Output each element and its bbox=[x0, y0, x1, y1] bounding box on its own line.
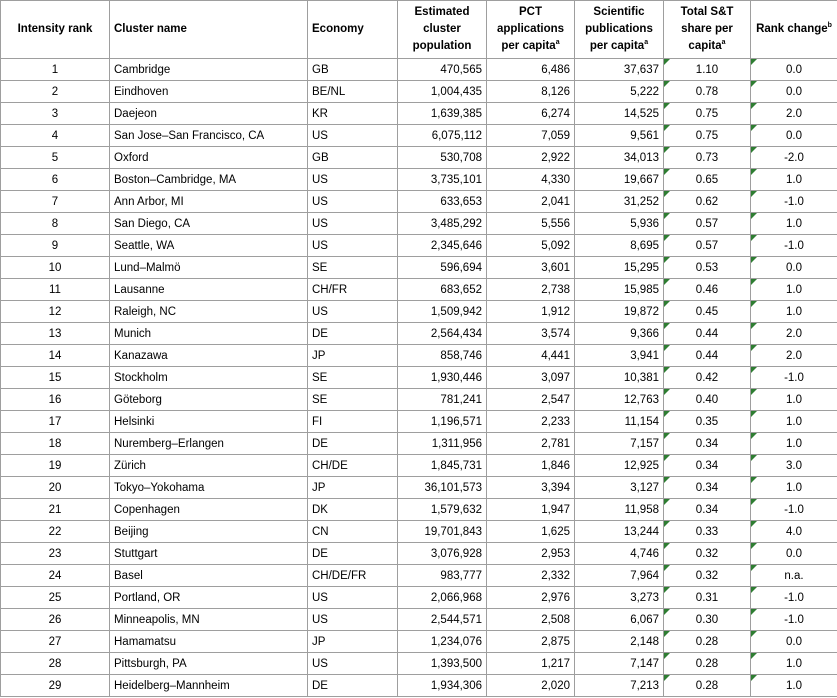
cell-rank: 26 bbox=[1, 609, 110, 631]
cell-publications: 3,941 bbox=[575, 345, 664, 367]
cell-population: 36,101,573 bbox=[398, 477, 487, 499]
cell-st-share: 0.44 bbox=[664, 345, 751, 367]
cell-pct: 1,912 bbox=[487, 301, 575, 323]
cell-economy: FI bbox=[308, 411, 398, 433]
cell-rank-change: 1.0 bbox=[751, 279, 837, 301]
cell-publications: 7,213 bbox=[575, 675, 664, 697]
cell-cluster-name: Ann Arbor, MI bbox=[110, 191, 308, 213]
cell-cluster-name: Munich bbox=[110, 323, 308, 345]
cell-rank: 4 bbox=[1, 125, 110, 147]
table-row bbox=[1, 477, 837, 499]
cell-rank-change: 1.0 bbox=[751, 675, 837, 697]
cell-economy: US bbox=[308, 609, 398, 631]
cell-population: 683,652 bbox=[398, 279, 487, 301]
table-row bbox=[1, 609, 837, 631]
table-row bbox=[1, 213, 837, 235]
header-line: capita bbox=[688, 40, 722, 52]
table-row bbox=[1, 235, 837, 257]
cell-publications: 13,244 bbox=[575, 521, 664, 543]
cell-rank-change: 2.0 bbox=[751, 103, 837, 125]
cell-economy: JP bbox=[308, 345, 398, 367]
cell-economy: GB bbox=[308, 59, 398, 81]
cell-economy: DE bbox=[308, 543, 398, 565]
cell-cluster-name: Oxford bbox=[110, 147, 308, 169]
table-row bbox=[1, 543, 837, 565]
cell-economy: US bbox=[308, 191, 398, 213]
header-line: Estimated bbox=[414, 6, 470, 18]
cell-st-share: 0.75 bbox=[664, 103, 751, 125]
table-row bbox=[1, 125, 837, 147]
col-header-rank: Intensity rank bbox=[1, 1, 110, 59]
cell-cluster-name: Tokyo–Yokohama bbox=[110, 477, 308, 499]
cell-st-share: 0.34 bbox=[664, 499, 751, 521]
cell-population: 633,653 bbox=[398, 191, 487, 213]
cell-cluster-name: Beijing bbox=[110, 521, 308, 543]
cell-rank: 5 bbox=[1, 147, 110, 169]
table-row bbox=[1, 103, 837, 125]
cell-cluster-name: Kanazawa bbox=[110, 345, 308, 367]
header-line: Scientific bbox=[593, 6, 645, 18]
cell-publications: 4,746 bbox=[575, 543, 664, 565]
header-line: per capita bbox=[589, 40, 645, 52]
cell-economy: CN bbox=[308, 521, 398, 543]
cell-rank-change: 2.0 bbox=[751, 345, 837, 367]
cell-pct: 1,625 bbox=[487, 521, 575, 543]
cell-rank: 27 bbox=[1, 631, 110, 653]
cell-rank: 20 bbox=[1, 477, 110, 499]
cell-cluster-name: Stockholm bbox=[110, 367, 308, 389]
cell-population: 1,930,446 bbox=[398, 367, 487, 389]
table-row bbox=[1, 499, 837, 521]
cell-pct: 6,486 bbox=[487, 59, 575, 81]
cell-rank-change: 1.0 bbox=[751, 653, 837, 675]
col-header-name: Cluster name bbox=[110, 1, 308, 59]
cell-rank: 2 bbox=[1, 81, 110, 103]
cell-population: 1,311,956 bbox=[398, 433, 487, 455]
cell-pct: 1,846 bbox=[487, 455, 575, 477]
table-row bbox=[1, 191, 837, 213]
cell-pct: 2,875 bbox=[487, 631, 575, 653]
cell-publications: 34,013 bbox=[575, 147, 664, 169]
cell-publications: 12,763 bbox=[575, 389, 664, 411]
cell-cluster-name: Cambridge bbox=[110, 59, 308, 81]
cell-cluster-name: Hamamatsu bbox=[110, 631, 308, 653]
cell-rank: 7 bbox=[1, 191, 110, 213]
cell-population: 2,066,968 bbox=[398, 587, 487, 609]
cell-st-share: 0.57 bbox=[664, 213, 751, 235]
cell-rank-change: 0.0 bbox=[751, 125, 837, 147]
cell-publications: 3,127 bbox=[575, 477, 664, 499]
header-line: publications bbox=[585, 23, 653, 35]
col-header-pct bbox=[487, 1, 575, 59]
cell-rank: 23 bbox=[1, 543, 110, 565]
cell-cluster-name: Göteborg bbox=[110, 389, 308, 411]
cell-rank: 11 bbox=[1, 279, 110, 301]
col-header-st-share bbox=[664, 1, 751, 59]
cell-publications: 7,964 bbox=[575, 565, 664, 587]
cell-population: 2,544,571 bbox=[398, 609, 487, 631]
cell-economy: DE bbox=[308, 433, 398, 455]
cell-economy: US bbox=[308, 653, 398, 675]
cell-publications: 10,381 bbox=[575, 367, 664, 389]
cell-pct: 2,233 bbox=[487, 411, 575, 433]
cell-economy: GB bbox=[308, 147, 398, 169]
cell-st-share: 0.28 bbox=[664, 675, 751, 697]
table-row bbox=[1, 587, 837, 609]
cell-population: 6,075,112 bbox=[398, 125, 487, 147]
cell-pct: 1,217 bbox=[487, 653, 575, 675]
cell-rank: 8 bbox=[1, 213, 110, 235]
cell-pct: 5,556 bbox=[487, 213, 575, 235]
cell-pct: 5,092 bbox=[487, 235, 575, 257]
cell-population: 2,564,434 bbox=[398, 323, 487, 345]
cell-publications: 31,252 bbox=[575, 191, 664, 213]
table-header bbox=[1, 1, 837, 59]
table-row bbox=[1, 433, 837, 455]
cell-cluster-name: San Jose–San Francisco, CA bbox=[110, 125, 308, 147]
cell-st-share: 0.42 bbox=[664, 367, 751, 389]
cell-economy: CH/DE/FR bbox=[308, 565, 398, 587]
cell-publications: 3,273 bbox=[575, 587, 664, 609]
cell-cluster-name: Lund–Malmö bbox=[110, 257, 308, 279]
cell-economy: CH/FR bbox=[308, 279, 398, 301]
header-line: Total S&T bbox=[680, 6, 734, 18]
header-line: applications bbox=[496, 23, 565, 35]
cell-rank-change: -1.0 bbox=[751, 499, 837, 521]
cell-population: 1,509,942 bbox=[398, 301, 487, 323]
cell-rank: 14 bbox=[1, 345, 110, 367]
cell-pct: 2,781 bbox=[487, 433, 575, 455]
cell-st-share: 0.53 bbox=[664, 257, 751, 279]
col-header-rank-change bbox=[751, 1, 837, 59]
cell-rank: 19 bbox=[1, 455, 110, 477]
cell-cluster-name: Copenhagen bbox=[110, 499, 308, 521]
cell-rank-change: 1.0 bbox=[751, 433, 837, 455]
cell-publications: 8,695 bbox=[575, 235, 664, 257]
table-row bbox=[1, 565, 837, 587]
cell-pct: 3,394 bbox=[487, 477, 575, 499]
cell-economy: US bbox=[308, 125, 398, 147]
cell-economy: SE bbox=[308, 257, 398, 279]
cell-rank-change: 0.0 bbox=[751, 59, 837, 81]
cell-st-share: 0.78 bbox=[664, 81, 751, 103]
table-row bbox=[1, 521, 837, 543]
cell-cluster-name: Seattle, WA bbox=[110, 235, 308, 257]
cell-cluster-name: Heidelberg–Mannheim bbox=[110, 675, 308, 697]
table-row bbox=[1, 81, 837, 103]
cell-st-share: 0.28 bbox=[664, 653, 751, 675]
cell-st-share: 0.34 bbox=[664, 477, 751, 499]
header-line: Rank change bbox=[756, 23, 828, 35]
cell-population: 1,845,731 bbox=[398, 455, 487, 477]
cell-cluster-name: San Diego, CA bbox=[110, 213, 308, 235]
cell-population: 983,777 bbox=[398, 565, 487, 587]
cell-pct: 2,547 bbox=[487, 389, 575, 411]
cell-publications: 19,872 bbox=[575, 301, 664, 323]
cell-population: 470,565 bbox=[398, 59, 487, 81]
cell-pct: 2,332 bbox=[487, 565, 575, 587]
cell-st-share: 0.62 bbox=[664, 191, 751, 213]
cell-pct: 2,041 bbox=[487, 191, 575, 213]
table-row bbox=[1, 147, 837, 169]
cell-rank: 12 bbox=[1, 301, 110, 323]
cell-cluster-name: Basel bbox=[110, 565, 308, 587]
cell-rank: 1 bbox=[1, 59, 110, 81]
cell-rank-change: 1.0 bbox=[751, 213, 837, 235]
cell-st-share: 0.45 bbox=[664, 301, 751, 323]
cell-economy: US bbox=[308, 235, 398, 257]
cell-economy: SE bbox=[308, 389, 398, 411]
cell-economy: US bbox=[308, 587, 398, 609]
cell-rank-change: -1.0 bbox=[751, 609, 837, 631]
cell-cluster-name: Daejeon bbox=[110, 103, 308, 125]
cell-st-share: 0.32 bbox=[664, 543, 751, 565]
cell-publications: 37,637 bbox=[575, 59, 664, 81]
cell-economy: KR bbox=[308, 103, 398, 125]
cell-pct: 4,441 bbox=[487, 345, 575, 367]
cell-publications: 6,067 bbox=[575, 609, 664, 631]
cell-publications: 9,561 bbox=[575, 125, 664, 147]
cell-rank-change: 2.0 bbox=[751, 323, 837, 345]
cell-economy: US bbox=[308, 301, 398, 323]
cell-pct: 1,947 bbox=[487, 499, 575, 521]
cell-st-share: 0.34 bbox=[664, 433, 751, 455]
cell-st-share: 0.65 bbox=[664, 169, 751, 191]
cell-rank-change: -1.0 bbox=[751, 191, 837, 213]
cell-st-share: 0.73 bbox=[664, 147, 751, 169]
cell-publications: 12,925 bbox=[575, 455, 664, 477]
cell-rank-change: 1.0 bbox=[751, 477, 837, 499]
cell-pct: 2,738 bbox=[487, 279, 575, 301]
cell-rank-change: 0.0 bbox=[751, 81, 837, 103]
cell-rank: 22 bbox=[1, 521, 110, 543]
cell-pct: 2,953 bbox=[487, 543, 575, 565]
cell-st-share: 0.34 bbox=[664, 455, 751, 477]
cell-st-share: 0.44 bbox=[664, 323, 751, 345]
cell-rank: 24 bbox=[1, 565, 110, 587]
cell-economy: SE bbox=[308, 367, 398, 389]
cell-cluster-name: Raleigh, NC bbox=[110, 301, 308, 323]
cell-rank: 10 bbox=[1, 257, 110, 279]
cell-rank: 21 bbox=[1, 499, 110, 521]
cell-population: 19,701,843 bbox=[398, 521, 487, 543]
cell-rank-change: 1.0 bbox=[751, 389, 837, 411]
table-row bbox=[1, 345, 837, 367]
cell-publications: 7,157 bbox=[575, 433, 664, 455]
cell-economy: DE bbox=[308, 323, 398, 345]
cell-publications: 15,985 bbox=[575, 279, 664, 301]
header-line: PCT bbox=[519, 6, 542, 18]
cell-publications: 7,147 bbox=[575, 653, 664, 675]
cell-rank: 18 bbox=[1, 433, 110, 455]
cell-rank-change: 1.0 bbox=[751, 301, 837, 323]
cell-rank: 17 bbox=[1, 411, 110, 433]
cell-publications: 19,667 bbox=[575, 169, 664, 191]
cell-st-share: 0.46 bbox=[664, 279, 751, 301]
col-header-publications bbox=[575, 1, 664, 59]
cell-rank-change: 0.0 bbox=[751, 543, 837, 565]
cell-rank: 9 bbox=[1, 235, 110, 257]
cell-rank-change: 0.0 bbox=[751, 257, 837, 279]
table-row bbox=[1, 323, 837, 345]
cell-rank-change: 1.0 bbox=[751, 411, 837, 433]
cell-rank: 13 bbox=[1, 323, 110, 345]
cell-cluster-name: Pittsburgh, PA bbox=[110, 653, 308, 675]
cell-population: 781,241 bbox=[398, 389, 487, 411]
cell-st-share: 0.30 bbox=[664, 609, 751, 631]
cell-publications: 14,525 bbox=[575, 103, 664, 125]
cell-economy: CH/DE bbox=[308, 455, 398, 477]
cell-publications: 11,154 bbox=[575, 411, 664, 433]
cell-st-share: 0.75 bbox=[664, 125, 751, 147]
cell-publications: 11,958 bbox=[575, 499, 664, 521]
cell-pct: 3,097 bbox=[487, 367, 575, 389]
table-row bbox=[1, 59, 837, 81]
cell-rank-change: -1.0 bbox=[751, 367, 837, 389]
cell-rank-change: 4.0 bbox=[751, 521, 837, 543]
cell-rank: 25 bbox=[1, 587, 110, 609]
header-line: population bbox=[412, 40, 472, 52]
cell-population: 1,004,435 bbox=[398, 81, 487, 103]
table-row bbox=[1, 631, 837, 653]
cell-population: 1,234,076 bbox=[398, 631, 487, 653]
cell-rank-change: 3.0 bbox=[751, 455, 837, 477]
table-row bbox=[1, 367, 837, 389]
table-row bbox=[1, 169, 837, 191]
cell-rank-change: n.a. bbox=[751, 565, 837, 587]
table-row bbox=[1, 279, 837, 301]
cell-cluster-name: Eindhoven bbox=[110, 81, 308, 103]
cell-cluster-name: Stuttgart bbox=[110, 543, 308, 565]
table-row bbox=[1, 675, 837, 697]
cell-rank-change: 1.0 bbox=[751, 169, 837, 191]
cell-publications: 15,295 bbox=[575, 257, 664, 279]
cell-rank-change: 0.0 bbox=[751, 631, 837, 653]
table-row bbox=[1, 455, 837, 477]
cell-cluster-name: Helsinki bbox=[110, 411, 308, 433]
cell-pct: 2,020 bbox=[487, 675, 575, 697]
cell-pct: 2,922 bbox=[487, 147, 575, 169]
cell-cluster-name: Zürich bbox=[110, 455, 308, 477]
cell-pct: 8,126 bbox=[487, 81, 575, 103]
col-header-population bbox=[398, 1, 487, 59]
cell-st-share: 0.33 bbox=[664, 521, 751, 543]
cell-population: 3,735,101 bbox=[398, 169, 487, 191]
cell-rank: 28 bbox=[1, 653, 110, 675]
cell-st-share: 0.57 bbox=[664, 235, 751, 257]
cell-economy: DK bbox=[308, 499, 398, 521]
cell-population: 3,485,292 bbox=[398, 213, 487, 235]
cell-economy: BE/NL bbox=[308, 81, 398, 103]
cell-publications: 5,222 bbox=[575, 81, 664, 103]
table-body bbox=[1, 59, 837, 697]
cell-pct: 2,508 bbox=[487, 609, 575, 631]
cell-publications: 9,366 bbox=[575, 323, 664, 345]
cell-population: 2,345,646 bbox=[398, 235, 487, 257]
cell-population: 3,076,928 bbox=[398, 543, 487, 565]
cell-population: 1,579,632 bbox=[398, 499, 487, 521]
footnote-marker: b bbox=[827, 22, 832, 30]
header-line: cluster bbox=[423, 23, 461, 35]
footnote-marker: a bbox=[644, 39, 649, 47]
cell-population: 1,934,306 bbox=[398, 675, 487, 697]
cell-population: 1,639,385 bbox=[398, 103, 487, 125]
cell-rank: 6 bbox=[1, 169, 110, 191]
cell-rank-change: -2.0 bbox=[751, 147, 837, 169]
cell-pct: 3,574 bbox=[487, 323, 575, 345]
cell-pct: 4,330 bbox=[487, 169, 575, 191]
cell-st-share: 0.28 bbox=[664, 631, 751, 653]
cell-rank-change: -1.0 bbox=[751, 587, 837, 609]
cell-population: 596,694 bbox=[398, 257, 487, 279]
cell-rank: 15 bbox=[1, 367, 110, 389]
cell-population: 530,708 bbox=[398, 147, 487, 169]
cell-population: 1,196,571 bbox=[398, 411, 487, 433]
cell-st-share: 0.31 bbox=[664, 587, 751, 609]
footnote-marker: a bbox=[721, 39, 726, 47]
cell-population: 858,746 bbox=[398, 345, 487, 367]
cell-economy: DE bbox=[308, 675, 398, 697]
cell-cluster-name: Nuremberg–Erlangen bbox=[110, 433, 308, 455]
footnote-marker: a bbox=[555, 39, 560, 47]
col-header-economy: Economy bbox=[308, 1, 398, 59]
cell-rank: 3 bbox=[1, 103, 110, 125]
cell-st-share: 0.40 bbox=[664, 389, 751, 411]
cell-pct: 7,059 bbox=[487, 125, 575, 147]
cell-pct: 6,274 bbox=[487, 103, 575, 125]
cell-economy: US bbox=[308, 213, 398, 235]
cell-rank: 29 bbox=[1, 675, 110, 697]
cell-economy: JP bbox=[308, 477, 398, 499]
cell-rank-change: -1.0 bbox=[751, 235, 837, 257]
cell-publications: 2,148 bbox=[575, 631, 664, 653]
cell-st-share: 1.10 bbox=[664, 59, 751, 81]
table-row bbox=[1, 653, 837, 675]
cell-st-share: 0.35 bbox=[664, 411, 751, 433]
cell-publications: 5,936 bbox=[575, 213, 664, 235]
cell-rank: 16 bbox=[1, 389, 110, 411]
cell-pct: 3,601 bbox=[487, 257, 575, 279]
table-row bbox=[1, 257, 837, 279]
cell-economy: JP bbox=[308, 631, 398, 653]
table-row bbox=[1, 301, 837, 323]
cell-pct: 2,976 bbox=[487, 587, 575, 609]
cell-cluster-name: Minneapolis, MN bbox=[110, 609, 308, 631]
cell-cluster-name: Boston–Cambridge, MA bbox=[110, 169, 308, 191]
cell-st-share: 0.32 bbox=[664, 565, 751, 587]
cell-cluster-name: Lausanne bbox=[110, 279, 308, 301]
table-row bbox=[1, 411, 837, 433]
cell-cluster-name: Portland, OR bbox=[110, 587, 308, 609]
table-row bbox=[1, 389, 837, 411]
cell-population: 1,393,500 bbox=[398, 653, 487, 675]
header-line: per capita bbox=[501, 40, 556, 52]
header-line: share per bbox=[681, 23, 733, 35]
cell-economy: US bbox=[308, 169, 398, 191]
